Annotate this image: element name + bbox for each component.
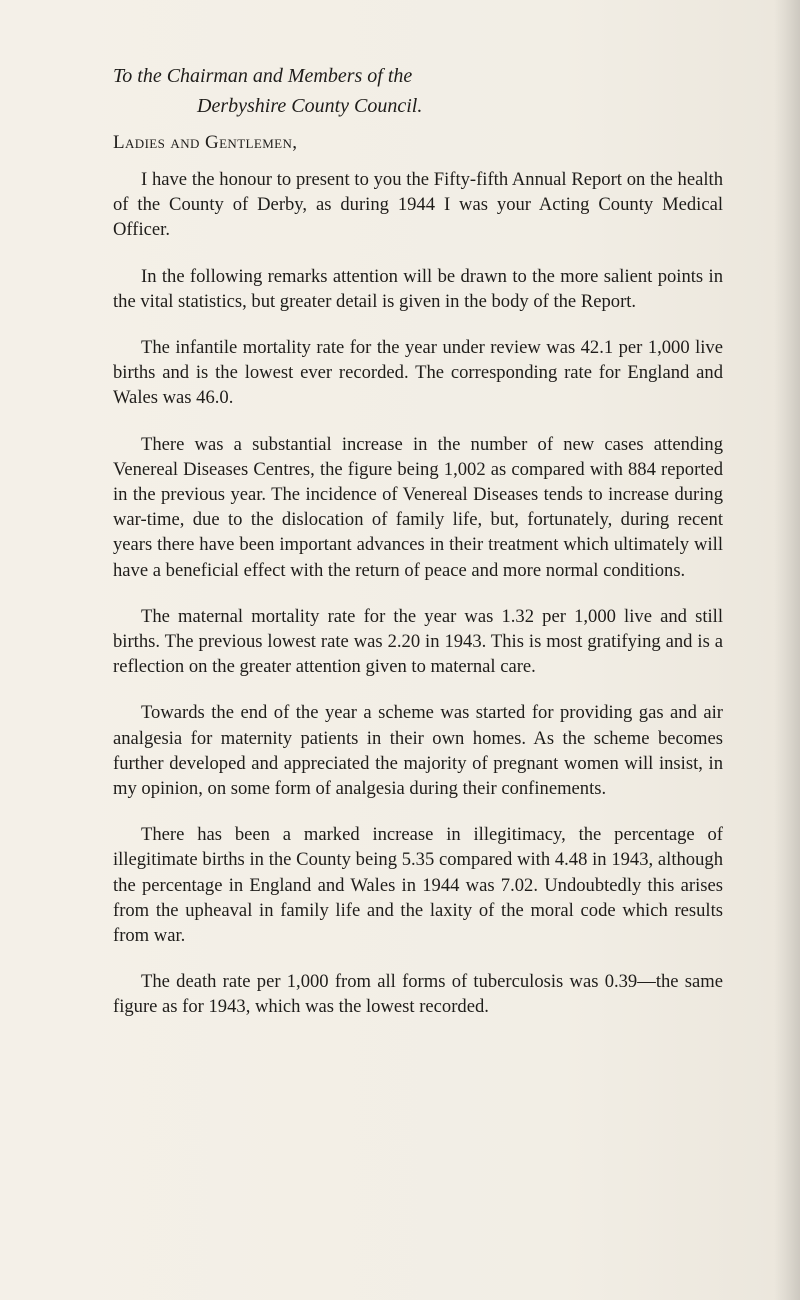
- greeting: Ladies and Gentlemen,: [113, 132, 298, 153]
- letter-body: [113, 61, 723, 1041]
- page-edge-shadow: [774, 0, 800, 1300]
- paragraph-remarks: In the following remarks attention will be drawn to the more salient points in the vital statistics, but greater detail is given in the body of the Report.: [113, 265, 723, 312]
- paragraph-tuberculosis: The death rate per 1,000 from all forms of tuberculosis was 0.39—the same figure as for 1943, which was the lowest recorded.: [113, 971, 723, 1018]
- salutation-line-1: To the Chairman and Members of the: [113, 65, 413, 87]
- paragraph-report-intro: I have the honour to present to you the Fifty-fifth Annual Report on the health of the County of Derby, as during 1944 I was your Acting County Medical Officer.: [113, 169, 723, 241]
- salutation-line-2: Derbyshire County Council.: [197, 95, 423, 117]
- paragraph-analgesia-scheme: Towards the end of the year a scheme was started for providing gas and air analgesia for maternity patients in their own homes. As the scheme becomes further developed and appreciated the majority of pregnant women will insist, in my opinion, on some form of analgesia during their confinements.: [113, 702, 723, 800]
- paragraph-maternal-mortality: The maternal mortality rate for the year was 1.32 per 1,000 live and still births. The previous lowest rate was 2.20 in 1943. This is most gratifying and is a reflection on the greater attention given to maternal care.: [113, 605, 723, 678]
- paragraph-venereal-diseases: There was a substantial increase in the number of new cases attending Venereal Diseases Centres, the figure being 1,002 as compared with 884 reported in the previous year. The incidence of Venereal Diseases tends to increase during war-time, due to the dislocation of family life, but, fortunately, during recent years there have been important advances in their treatment which ultimately will have a beneficial effect with the return of peace and more normal conditions.: [113, 433, 723, 581]
- paragraph-illegitimacy: There has been a marked increase in illegitimacy, the percentage of illegitimate births in the County being 5.35 compared with 4.48 in 1943, although the percentage in England and Wales in 1944 was 7.02. Undoubtedly this arises from the upheaval in family life and the laxity of the moral code which results from war.: [113, 824, 723, 947]
- paragraph-infantile-mortality: The infantile mortality rate for the year under review was 42.1 per 1,000 live births and is the lowest ever recorded. The corresponding rate for England and Wales was 46.0.: [113, 337, 723, 409]
